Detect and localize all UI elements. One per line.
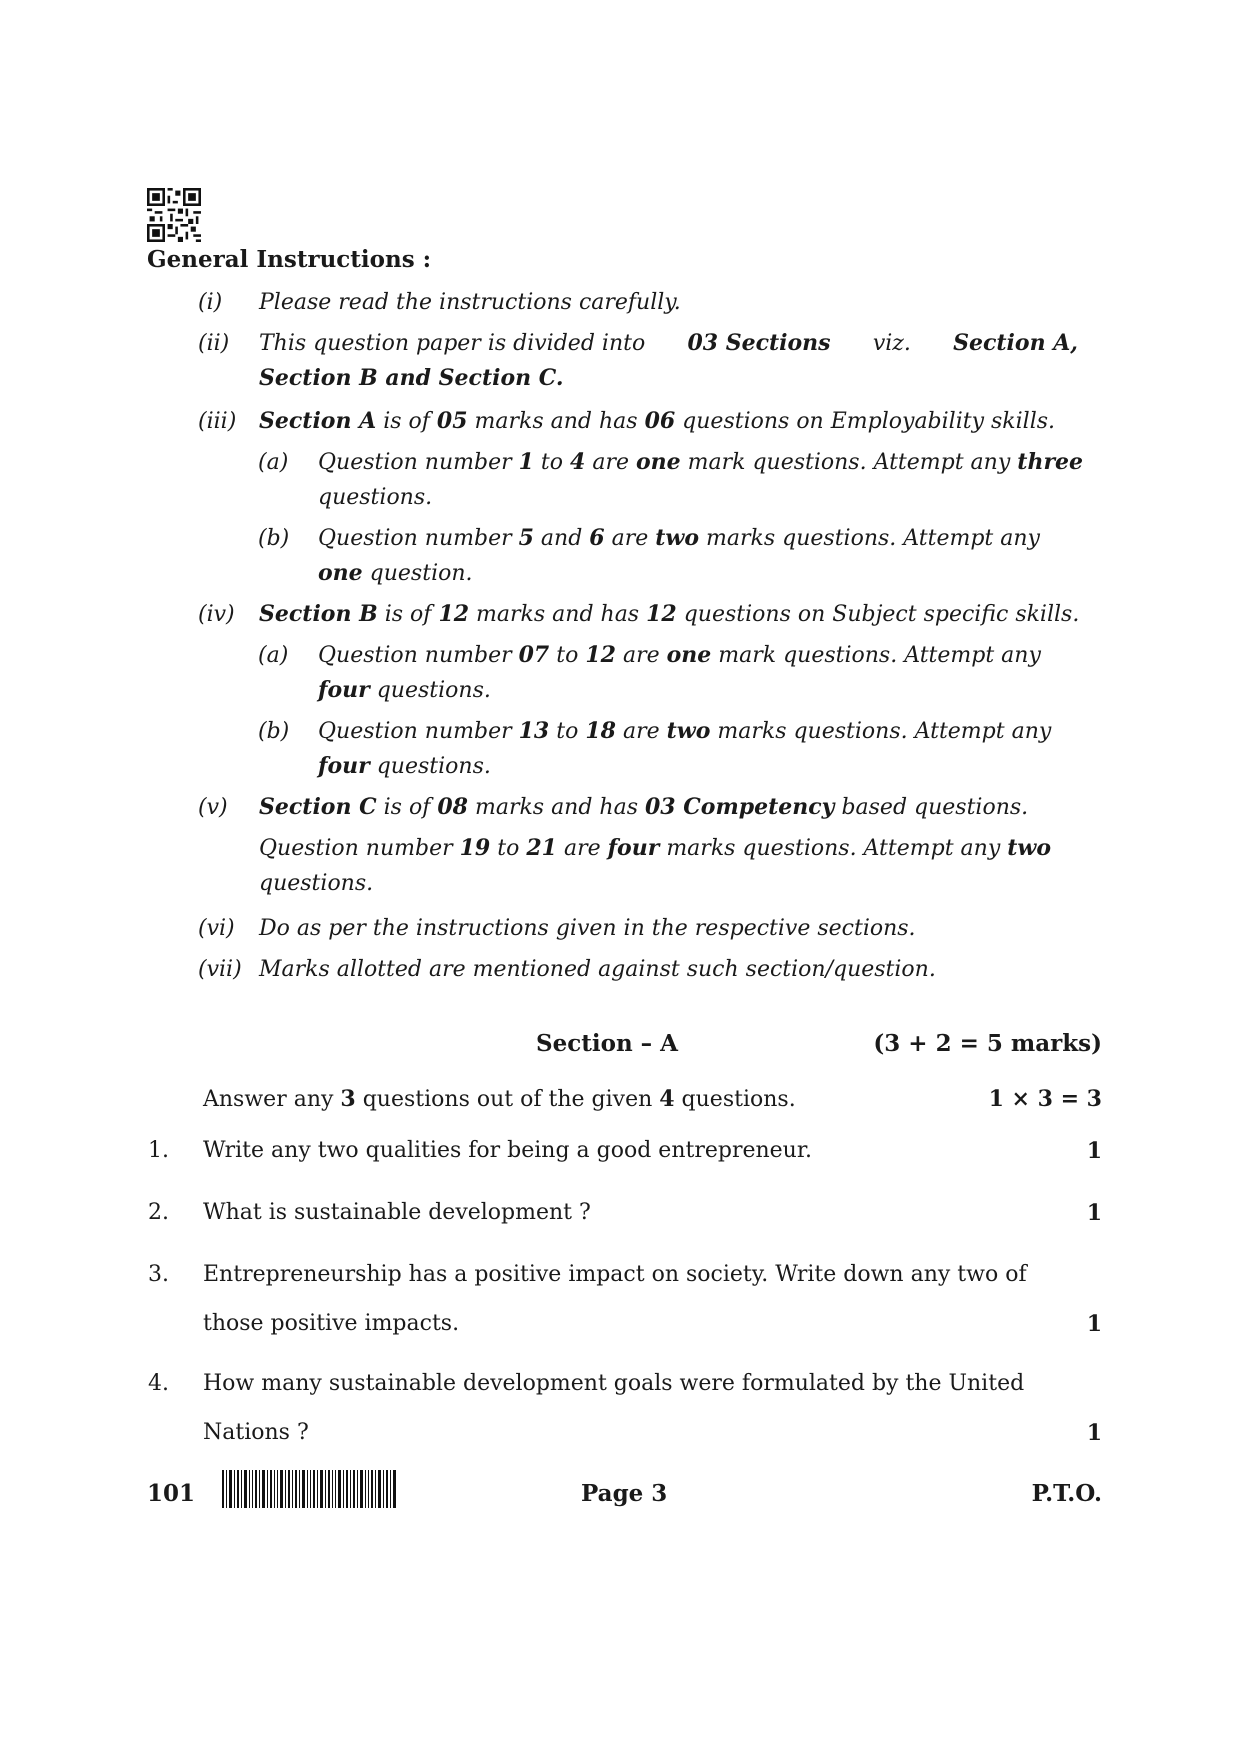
- question-number: 2.: [148, 1200, 169, 1225]
- question-number: 3.: [148, 1262, 169, 1287]
- question-text: Entrepreneurship has a positive impact on society. Write down any two of: [203, 1262, 1027, 1287]
- question-marks: 1: [1086, 1311, 1102, 1337]
- instruction-ii: (ii) This question paper is divided into 03 Sections viz. Section A, Section B and Section C.: [198, 330, 1078, 391]
- instruction-iii-a: (a) Question number 1 to 4 are one mark questions. Attempt any three questions.: [258, 449, 1084, 510]
- question-marks: 1: [1086, 1420, 1102, 1446]
- barcode: [222, 1470, 397, 1508]
- pto-label: P.T.O.: [1031, 1480, 1102, 1507]
- qr-code: [147, 188, 201, 242]
- question-text: Write any two qualities for being a good entrepreneur.: [203, 1138, 812, 1163]
- instruction-v: (v) Section C is of 08 marks and has 03 Competency based questions. Question number 19 to 21 are four marks questions. Attempt any two questions.: [198, 794, 1052, 896]
- section-a-instruction: Answer any 3 questions out of the given 4 questions.: [203, 1086, 796, 1112]
- paper-code: 101: [147, 1480, 196, 1507]
- question-number: 1.: [148, 1138, 169, 1163]
- question-marks: 1: [1086, 1200, 1102, 1226]
- section-a-instruction-marks: 1 × 3 = 3: [988, 1086, 1102, 1112]
- instruction-iv-a: (a) Question number 07 to 12 are one mark questions. Attempt any four questions.: [258, 642, 1041, 703]
- section-a-marks: (3 + 2 = 5 marks): [873, 1030, 1102, 1057]
- question-text: What is sustainable development ?: [203, 1200, 591, 1225]
- question-text-continued: Nations ?: [203, 1420, 309, 1445]
- question-marks: 1: [1086, 1138, 1102, 1164]
- question-text-continued: those positive impacts.: [203, 1311, 460, 1336]
- section-a-title: Section – A: [536, 1030, 679, 1057]
- general-instructions-title: General Instructions :: [147, 246, 432, 273]
- question-number: 4.: [148, 1371, 169, 1396]
- instruction-iv-b: (b) Question number 13 to 18 are two marks questions. Attempt any four questions.: [258, 718, 1052, 779]
- question-text: How many sustainable development goals were formulated by the United: [203, 1371, 1025, 1396]
- page-number: Page 3: [581, 1480, 668, 1507]
- instruction-iii-b: (b) Question number 5 and 6 are two marks questions. Attempt any one question.: [258, 525, 1040, 586]
